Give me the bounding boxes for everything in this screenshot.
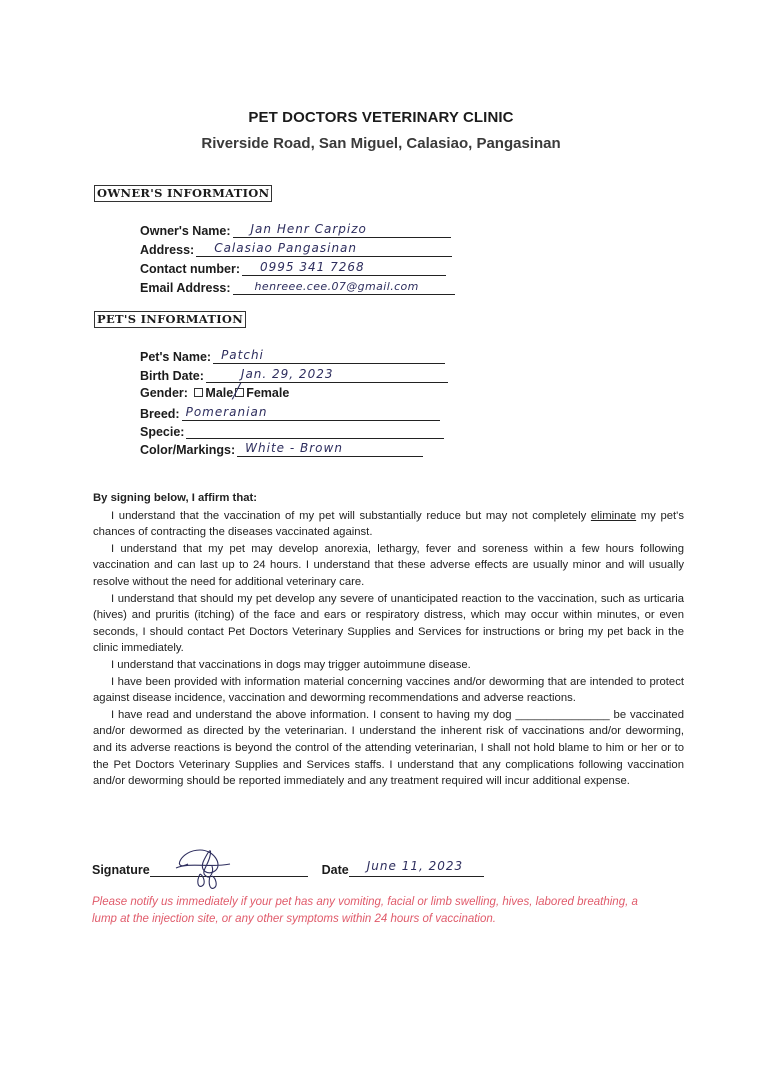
owner-email-row	[140, 277, 455, 295]
signature-row	[92, 858, 484, 877]
date-label: Date	[321, 863, 349, 877]
agreement-text	[93, 490, 684, 790]
pet-color-value: White - Brown	[245, 441, 343, 455]
pet-breed-label: Breed:	[140, 407, 180, 421]
pet-gender-row	[140, 383, 290, 400]
pet-specie-label: Specie:	[140, 425, 185, 439]
pet-section-title: PET'S INFORMATION	[94, 311, 246, 328]
clinic-title: PET DOCTORS VETERINARY CLINIC	[248, 109, 514, 126]
date-field[interactable]	[349, 858, 484, 877]
owner-section-title: OWNER'S INFORMATION	[94, 185, 272, 202]
owner-address-value: Calasiao Pangasinan	[214, 241, 358, 255]
pet-birth-value: Jan. 29, 2023	[240, 367, 334, 381]
owner-name-label: Owner's Name:	[140, 224, 231, 238]
pet-name-row	[140, 346, 445, 364]
pet-breed-row	[140, 403, 440, 421]
owner-name-field[interactable]	[233, 220, 451, 238]
pet-breed-field[interactable]	[182, 403, 440, 421]
owner-contact-row	[140, 258, 446, 276]
checkmark-icon: ╱	[232, 383, 241, 399]
pet-name-label: Pet's Name:	[140, 350, 212, 364]
clinic-address: Riverside Road, San Miguel, Calasiao, Pangasinan	[201, 135, 561, 152]
owner-contact-label: Contact number:	[140, 262, 240, 276]
gender-male-label: Male	[205, 386, 234, 400]
owner-email-value: henreee.cee.07@gmail.com	[254, 280, 419, 293]
owner-address-label: Address:	[140, 243, 195, 257]
agreement-paragraph-1: I understand that the vaccination of my pet will substantially reduce but may not completely eliminate my pet's chances of contracting the diseases vaccinated against.	[93, 509, 684, 539]
owner-address-field[interactable]	[196, 239, 452, 257]
pet-birth-label: Birth Date:	[140, 369, 204, 383]
dog-name-blank[interactable]: _______________	[515, 708, 610, 721]
owner-email-field[interactable]	[233, 277, 455, 295]
pet-birth-field[interactable]	[206, 365, 448, 383]
date-value: June 11, 2023	[366, 859, 464, 873]
signature-field[interactable]	[150, 858, 308, 877]
pet-specie-row	[140, 421, 444, 439]
underlined-word: eliminate	[590, 509, 637, 522]
pet-color-field[interactable]	[237, 439, 423, 457]
agreement-paragraph-6: I have read and understand the above information. I consent to having my dog _______________ be vaccinated and/or dewormed as directed by the veterinarian. I understand the inherent risk of vaccinations and/or deworming, and its adverse reactions is beyond the control of the attending veterinarian, I shall not hold blame to him or her or to the Pet Doctors Veterinary Supplies and Services staffs. I understand that any complications following vaccination and/or deworming should be reported immediately and any treatment required will incur additional expense.	[93, 708, 684, 788]
owner-address-row	[140, 239, 452, 257]
owner-name-value: Jan Henr Carpizo	[250, 222, 367, 236]
pet-specie-field[interactable]	[186, 421, 444, 439]
footer-note: Please notify us immediately if your pet has any vomiting, facial or limb swelling, hives, labored breathing, a lump at the injection site, or any other symptoms within 24 hours of vaccination.	[92, 896, 638, 925]
pet-color-label: Color/Markings:	[140, 443, 236, 457]
owner-contact-field[interactable]	[242, 258, 446, 276]
female-checkbox[interactable]	[232, 383, 244, 399]
signature-scribble	[170, 842, 250, 892]
owner-email-label: Email Address:	[140, 281, 231, 295]
signature-label: Signature	[92, 863, 150, 877]
agreement-paragraph-3: I understand that should my pet develop any severe of unanticipated reaction to the vaccination, such as urticaria (hives) and pruritis (itching) of the face and ears or respiratory distress, which may occur within minutes, or even seconds, I should contact Pet Doctors Veterinary Supplies and Services for instructions or bring my pet back in the clinic immediately.	[93, 592, 684, 655]
owner-name-row	[140, 220, 451, 238]
pet-gender-label: Gender:	[140, 386, 188, 400]
agreement-paragraph-4: I understand that vaccinations in dogs may trigger autoimmune disease.	[111, 658, 471, 671]
gender-female-label: Female	[246, 386, 290, 400]
agreement-paragraph-5: I have been provided with information material concerning vaccines and/or deworming that are intended to protect against disease incidence, vaccination and deworming recommendations and adverse reactions.	[93, 675, 684, 705]
owner-contact-value: 0995 341 7268	[260, 260, 365, 274]
agreement-lead: By signing below, I affirm that:	[93, 492, 258, 504]
pet-breed-value: Pomeranian	[185, 405, 268, 419]
pet-birth-row	[140, 365, 448, 383]
pet-color-row	[140, 439, 423, 457]
pet-name-value: Patchi	[221, 348, 264, 362]
male-checkbox[interactable]	[194, 388, 203, 397]
agreement-paragraph-2: I understand that my pet may develop anorexia, lethargy, fever and soreness within a few hours following vaccination and can last up to 24 hours. I understand that these adverse effects are usually minor and will usually resolve without the need for additional veterinary care.	[93, 542, 684, 588]
pet-name-field[interactable]	[213, 346, 445, 364]
